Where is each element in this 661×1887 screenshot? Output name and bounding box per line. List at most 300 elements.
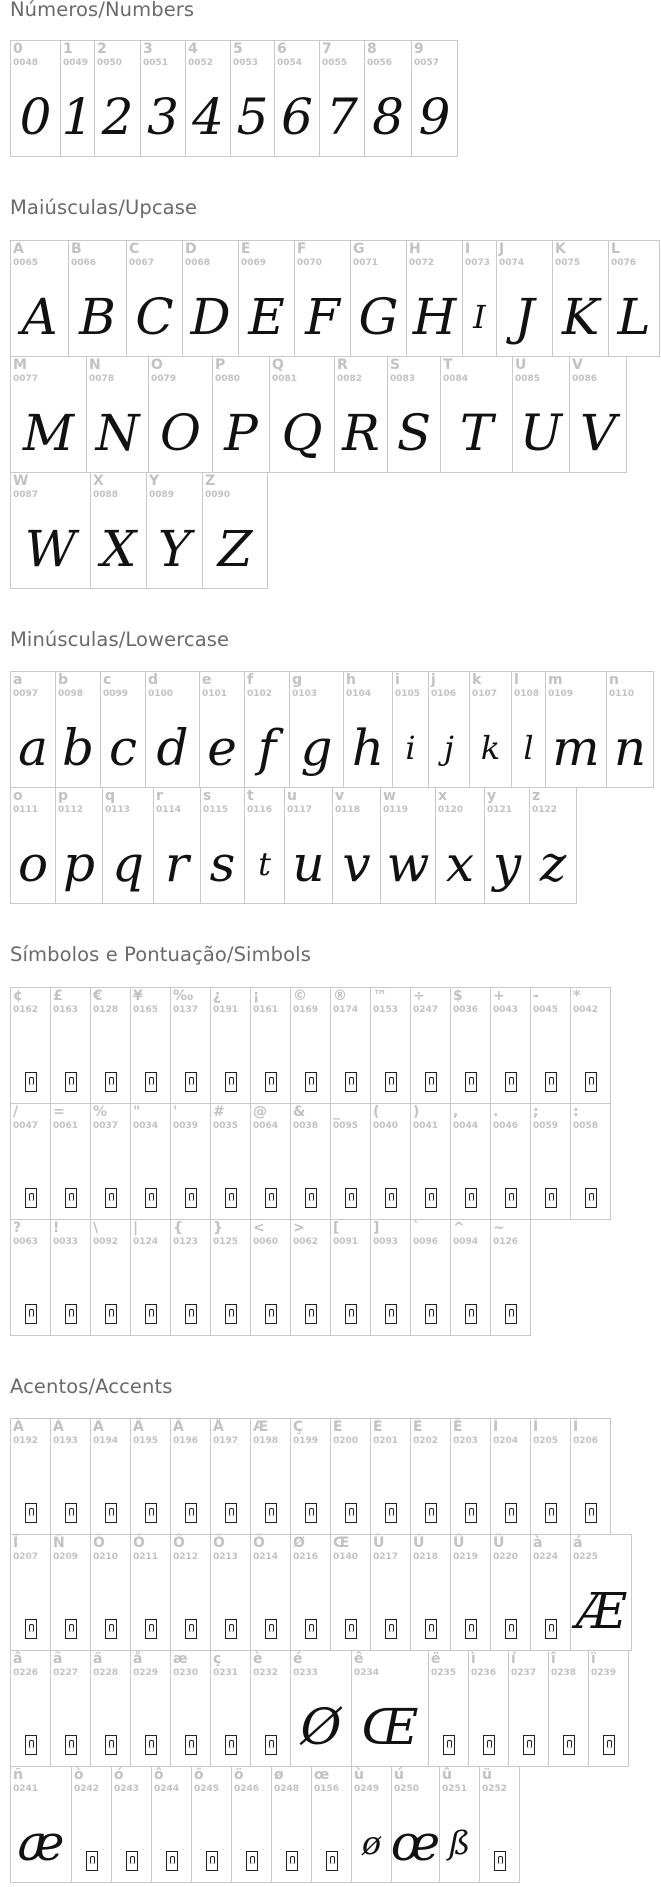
- char-label: W: [13, 473, 29, 489]
- glyph-cell: [230, 40, 275, 157]
- glyph-row: [10, 671, 654, 788]
- char-label: &: [293, 1104, 306, 1120]
- char-code: 0252: [482, 1784, 508, 1794]
- missing-glyph-icon: [65, 1188, 77, 1208]
- char-code: 0161: [253, 1005, 279, 1015]
- char-code: 0169: [293, 1005, 319, 1015]
- char-label: k: [472, 672, 482, 688]
- char-code: 0236: [471, 1668, 497, 1678]
- glyph-cell: [462, 240, 497, 357]
- missing-glyph-icon: [265, 1619, 277, 1639]
- char-code: 0093: [373, 1237, 399, 1247]
- char-code: 0248: [274, 1784, 300, 1794]
- char-label: Õ: [213, 1535, 225, 1551]
- char-label: Û: [453, 1535, 465, 1551]
- char-label: g: [292, 672, 303, 688]
- char-label: 0: [13, 41, 23, 57]
- char-label: Æ: [253, 1419, 269, 1435]
- char-code: 0035: [213, 1121, 239, 1131]
- missing-glyph-icon: [385, 1503, 397, 1523]
- missing-glyph-icon: [206, 1851, 218, 1871]
- missing-glyph-icon: [105, 1619, 117, 1639]
- missing-glyph-icon: [166, 1851, 178, 1871]
- char-label: Å: [213, 1419, 224, 1435]
- char-code: 0085: [515, 374, 541, 384]
- char-code: 0102: [247, 689, 273, 699]
- missing-glyph-icon: [265, 1304, 277, 1324]
- missing-glyph-icon: [385, 1072, 397, 1092]
- char-code: 0044: [453, 1121, 479, 1131]
- glyph-cell: [410, 1534, 451, 1651]
- char-label: G: [353, 241, 365, 257]
- char-label: T: [443, 357, 453, 373]
- glyph-cell: [330, 987, 371, 1104]
- char-code: 0198: [253, 1436, 279, 1446]
- glyph-cell: [71, 1766, 112, 1883]
- glyph-sample: x: [445, 835, 475, 893]
- char-label: $: [453, 988, 463, 1004]
- section-title-numbers: Números/Numbers: [10, 0, 195, 21]
- char-code: 0075: [555, 258, 581, 268]
- char-code: 0090: [205, 490, 231, 500]
- char-code: 0067: [129, 258, 155, 268]
- char-code: 0203: [453, 1436, 479, 1446]
- char-code: 0220: [493, 1552, 519, 1562]
- glyph-row: [10, 1534, 632, 1651]
- char-code: 0107: [472, 689, 498, 699]
- missing-glyph-icon: [65, 1072, 77, 1092]
- missing-glyph-icon: [286, 1851, 298, 1871]
- glyph-sample: 2: [101, 88, 134, 146]
- glyph-sample: 8: [372, 88, 404, 146]
- glyph-cell: [530, 1103, 571, 1220]
- char-code: 0073: [465, 258, 491, 268]
- glyph-sample: e: [207, 719, 237, 777]
- glyph-sample: X: [100, 520, 137, 578]
- missing-glyph-icon: [105, 1735, 117, 1755]
- glyph-row: [10, 1219, 611, 1336]
- char-label: _: [333, 1104, 340, 1120]
- char-label: ?: [13, 1220, 22, 1236]
- char-label: £: [53, 988, 63, 1004]
- char-label: D: [185, 241, 197, 257]
- glyph-cell: [269, 356, 335, 473]
- glyph-cell: [370, 1219, 411, 1336]
- char-code: 0050: [97, 58, 123, 68]
- glyph-sample: y: [492, 835, 522, 893]
- char-code: 0204: [493, 1436, 519, 1446]
- char-code: 0112: [58, 805, 84, 815]
- char-code: 0070: [297, 258, 323, 268]
- glyph-cell: [406, 240, 463, 357]
- section-title-accents: Acentos/Accents: [10, 1375, 173, 1398]
- char-code: 0162: [13, 1005, 39, 1015]
- glyph-cell: [90, 1219, 131, 1336]
- char-code: 0199: [293, 1436, 319, 1446]
- glyph-cell: [202, 472, 268, 589]
- glyph-cell: [170, 1534, 211, 1651]
- missing-glyph-icon: [345, 1072, 357, 1092]
- char-label: 8: [367, 41, 377, 57]
- char-label: p: [58, 788, 69, 804]
- glyph-cell: [370, 987, 411, 1104]
- char-label: û: [442, 1767, 452, 1783]
- missing-glyph-icon: [483, 1735, 495, 1755]
- glyph-cell: [570, 1103, 611, 1220]
- char-code: 0060: [253, 1237, 279, 1247]
- char-label: Ç: [293, 1419, 304, 1435]
- char-code: 0247: [413, 1005, 439, 1015]
- char-label: |: [133, 1220, 139, 1236]
- glyph-row: [10, 240, 660, 357]
- missing-glyph-icon: [305, 1072, 317, 1092]
- glyph-cell: [350, 240, 407, 357]
- char-label: Œ: [333, 1535, 350, 1551]
- missing-glyph-icon: [25, 1735, 37, 1755]
- glyph-cell: [130, 1103, 171, 1220]
- char-code: 0088: [93, 490, 119, 500]
- lowercase-grid: [10, 671, 654, 904]
- glyph-cell: [199, 671, 245, 788]
- char-code: 0213: [213, 1552, 239, 1562]
- glyph-sample: r: [165, 835, 189, 893]
- char-code: 0069: [241, 258, 267, 268]
- glyph-cell: [545, 671, 607, 788]
- glyph-cell: [10, 1650, 51, 1767]
- glyph-cell: [250, 1219, 291, 1336]
- accents-grid: [10, 1418, 632, 1883]
- char-label: z: [532, 788, 541, 804]
- missing-glyph-icon: [265, 1072, 277, 1092]
- missing-glyph-icon: [465, 1304, 477, 1324]
- char-label: 6: [277, 41, 287, 57]
- char-label: B: [71, 241, 82, 257]
- glyph-row: [10, 787, 654, 904]
- char-code: 0054: [277, 58, 303, 68]
- glyph-cell: [410, 1219, 451, 1336]
- missing-glyph-icon: [225, 1619, 237, 1639]
- char-code: 0140: [333, 1552, 359, 1562]
- glyph-sample: M: [22, 404, 75, 462]
- glyph-sample: d: [156, 719, 189, 777]
- missing-glyph-icon: [225, 1188, 237, 1208]
- char-code: 0064: [253, 1121, 279, 1131]
- char-code: 0210: [93, 1552, 119, 1562]
- glyph-cell: [588, 1650, 629, 1767]
- glyph-sample: l: [523, 729, 534, 767]
- char-label: q: [105, 788, 116, 804]
- glyph-cell: [294, 240, 351, 357]
- glyph-cell: [435, 787, 485, 904]
- glyph-cell: [392, 671, 429, 788]
- missing-glyph-icon: [385, 1619, 397, 1639]
- char-code: 0079: [151, 374, 177, 384]
- char-label: ¡: [253, 988, 260, 1004]
- glyph-cell: [145, 671, 200, 788]
- char-label: Ö: [253, 1535, 265, 1551]
- glyph-cell: [364, 40, 412, 157]
- glyph-cell: [332, 787, 381, 904]
- char-label: n: [609, 672, 619, 688]
- glyph-cell: [148, 356, 213, 473]
- glyph-cell: [130, 1219, 171, 1336]
- glyph-sample: Z: [217, 520, 253, 578]
- missing-glyph-icon: [385, 1188, 397, 1208]
- glyph-cell: [570, 987, 611, 1104]
- glyph-cell: [290, 1418, 331, 1535]
- char-code: 0242: [74, 1784, 100, 1794]
- char-code: 0225: [573, 1552, 599, 1562]
- char-label: ö: [234, 1767, 244, 1783]
- missing-glyph-icon: [345, 1304, 357, 1324]
- glyph-sample: u: [292, 835, 325, 893]
- char-code: 0082: [337, 374, 363, 384]
- glyph-sample: Q: [281, 404, 323, 462]
- char-code: 0059: [533, 1121, 559, 1131]
- char-label: r: [156, 788, 163, 804]
- missing-glyph-icon: [585, 1072, 597, 1092]
- missing-glyph-icon: [465, 1503, 477, 1523]
- glyph-cell: [428, 671, 470, 788]
- char-label: d: [148, 672, 159, 688]
- char-code: 0239: [591, 1668, 617, 1678]
- missing-glyph-icon: [145, 1735, 157, 1755]
- glyph-sample: c: [108, 719, 137, 777]
- glyph-sample: V: [579, 404, 617, 462]
- missing-glyph-icon: [563, 1735, 575, 1755]
- char-code: 0226: [13, 1668, 39, 1678]
- glyph-cell: [50, 987, 91, 1104]
- glyph-cell: [428, 1650, 469, 1767]
- glyph-cell: [484, 787, 530, 904]
- glyph-sample: a: [18, 719, 48, 777]
- missing-glyph-icon: [25, 1503, 37, 1523]
- char-code: 0041: [413, 1121, 439, 1131]
- glyph-cell: [200, 787, 245, 904]
- char-code: 0212: [173, 1552, 199, 1562]
- char-label: à: [533, 1535, 543, 1551]
- glyph-cell: [170, 1418, 211, 1535]
- char-label: -: [533, 988, 539, 1004]
- char-label: K: [555, 241, 566, 257]
- missing-glyph-icon: [523, 1735, 535, 1755]
- char-code: 0083: [390, 374, 416, 384]
- glyph-cell: [529, 787, 577, 904]
- glyph-sample: C: [135, 288, 174, 346]
- char-label: 7: [322, 41, 332, 57]
- glyph-cell: [250, 1650, 291, 1767]
- char-code: 0058: [573, 1121, 599, 1131]
- char-label: ¥: [133, 988, 143, 1004]
- char-code: 0115: [203, 805, 229, 815]
- char-code: 0100: [148, 689, 174, 699]
- char-code: 0117: [287, 805, 313, 815]
- char-label: S: [390, 357, 401, 373]
- char-code: 0202: [413, 1436, 439, 1446]
- glyph-cell: [410, 1418, 451, 1535]
- glyph-row: [10, 987, 611, 1104]
- char-label: =: [53, 1104, 65, 1120]
- glyph-sample: H: [412, 288, 457, 346]
- char-label: /: [13, 1104, 19, 1120]
- char-label: J: [499, 241, 505, 257]
- missing-glyph-icon: [603, 1735, 615, 1755]
- glyph-sample: k: [480, 729, 501, 767]
- glyph-sample: I: [473, 298, 486, 336]
- char-code: 0096: [413, 1237, 439, 1247]
- glyph-cell: [130, 987, 171, 1104]
- char-code: 0033: [53, 1237, 79, 1247]
- char-label: m: [548, 672, 563, 688]
- glyph-cell: [512, 356, 570, 473]
- glyph-row: [10, 1650, 632, 1767]
- char-code: 0097: [13, 689, 39, 699]
- char-code: 0066: [71, 258, 97, 268]
- missing-glyph-icon: [225, 1735, 237, 1755]
- char-label: j: [431, 672, 436, 688]
- glyph-cell: [153, 787, 201, 904]
- missing-glyph-icon: [185, 1188, 197, 1208]
- glyph-cell: [490, 1534, 531, 1651]
- glyph-cell: [319, 40, 365, 157]
- char-code: 0116: [247, 805, 273, 815]
- char-code: 0080: [215, 374, 241, 384]
- glyph-sample: t: [258, 845, 271, 883]
- glyph-cell: [490, 1418, 531, 1535]
- char-code: 0165: [133, 1005, 159, 1015]
- glyph-cell: [170, 1103, 211, 1220]
- char-code: 0039: [173, 1121, 199, 1131]
- glyph-cell: [290, 987, 331, 1104]
- char-code: 0174: [333, 1005, 359, 1015]
- char-label: ~: [493, 1220, 505, 1236]
- glyph-sample: 1: [61, 88, 94, 146]
- char-code: 0193: [53, 1436, 79, 1446]
- glyph-cell: [496, 240, 553, 357]
- glyph-cell: [210, 1219, 251, 1336]
- glyph-cell: [391, 1766, 440, 1883]
- char-label: ÷: [413, 988, 425, 1004]
- glyph-cell: [10, 1103, 51, 1220]
- glyph-cell: [238, 240, 295, 357]
- char-label: Ì: [493, 1419, 499, 1435]
- missing-glyph-icon: [105, 1304, 117, 1324]
- char-code: 0205: [533, 1436, 559, 1446]
- char-label: (: [373, 1104, 380, 1120]
- glyph-cell: [10, 987, 51, 1104]
- glyph-cell: [90, 1534, 131, 1651]
- char-label: ì: [471, 1651, 476, 1667]
- glyph-sample: m: [552, 719, 600, 777]
- glyph-sample: Ø: [300, 1698, 342, 1756]
- glyph-cell: [351, 1766, 392, 1883]
- char-code: 0235: [431, 1668, 457, 1678]
- glyph-sample: U: [519, 404, 563, 462]
- glyph-sample: w: [386, 835, 430, 893]
- upcase-grid: [10, 240, 660, 589]
- glyph-sample: 0: [19, 88, 52, 146]
- glyph-cell: [151, 1766, 192, 1883]
- char-code: 0048: [13, 58, 39, 68]
- glyph-cell: [86, 356, 149, 473]
- char-code: 0153: [373, 1005, 399, 1015]
- char-label: ‰: [173, 988, 194, 1004]
- missing-glyph-icon: [465, 1619, 477, 1639]
- glyph-row: [10, 1103, 611, 1220]
- missing-glyph-icon: [145, 1503, 157, 1523]
- char-code: 0156: [314, 1784, 340, 1794]
- missing-glyph-icon: [465, 1072, 477, 1092]
- char-label: #: [213, 1104, 225, 1120]
- glyph-sample: 7: [326, 88, 358, 146]
- char-label: P: [215, 357, 226, 373]
- char-code: 0125: [213, 1237, 239, 1247]
- missing-glyph-icon: [65, 1503, 77, 1523]
- char-label: È: [333, 1419, 343, 1435]
- char-code: 0055: [322, 58, 348, 68]
- glyph-cell: [250, 1534, 291, 1651]
- glyph-sample: T: [459, 404, 494, 462]
- glyph-cell: [10, 787, 56, 904]
- missing-glyph-icon: [25, 1619, 37, 1639]
- char-label: í: [511, 1651, 516, 1667]
- char-label: ': [173, 1104, 178, 1120]
- missing-glyph-icon: [265, 1188, 277, 1208]
- char-label: ø: [274, 1767, 284, 1783]
- char-code: 0216: [293, 1552, 319, 1562]
- char-label: [: [333, 1220, 340, 1236]
- char-label: h: [346, 672, 356, 688]
- glyph-sample: 3: [147, 88, 179, 146]
- glyph-cell: [290, 1219, 331, 1336]
- char-label: ¢: [13, 988, 23, 1004]
- char-code: 0074: [499, 258, 525, 268]
- char-label: R: [337, 357, 348, 373]
- glyph-row: [10, 356, 660, 473]
- char-code: 0087: [13, 490, 39, 500]
- char-label: >: [293, 1220, 305, 1236]
- glyph-sample: b: [61, 719, 94, 777]
- char-label: t: [247, 788, 254, 804]
- missing-glyph-icon: [145, 1072, 157, 1092]
- char-label: I: [465, 241, 471, 257]
- glyph-cell: [50, 1103, 91, 1220]
- glyph-cell: [271, 1766, 312, 1883]
- missing-glyph-icon: [345, 1619, 357, 1639]
- glyph-cell: [450, 1418, 491, 1535]
- missing-glyph-icon: [265, 1503, 277, 1523]
- char-label: ë: [431, 1651, 441, 1667]
- char-code: 0043: [493, 1005, 519, 1015]
- missing-glyph-icon: [425, 1072, 437, 1092]
- char-label: €: [93, 988, 103, 1004]
- char-label: ã: [53, 1651, 63, 1667]
- missing-glyph-icon: [65, 1735, 77, 1755]
- glyph-cell: [191, 1766, 232, 1883]
- glyph-cell: [570, 1534, 632, 1651]
- char-code: 0121: [487, 805, 513, 815]
- glyph-cell: [90, 1418, 131, 1535]
- char-label: b: [58, 672, 69, 688]
- glyph-cell: [552, 240, 609, 357]
- missing-glyph-icon: [545, 1072, 557, 1092]
- char-label: c: [103, 672, 112, 688]
- char-label: Í: [533, 1419, 539, 1435]
- glyph-sample: R: [342, 404, 380, 462]
- char-code: 0057: [414, 58, 440, 68]
- char-code: 0246: [234, 1784, 260, 1794]
- char-code: 0104: [346, 689, 372, 699]
